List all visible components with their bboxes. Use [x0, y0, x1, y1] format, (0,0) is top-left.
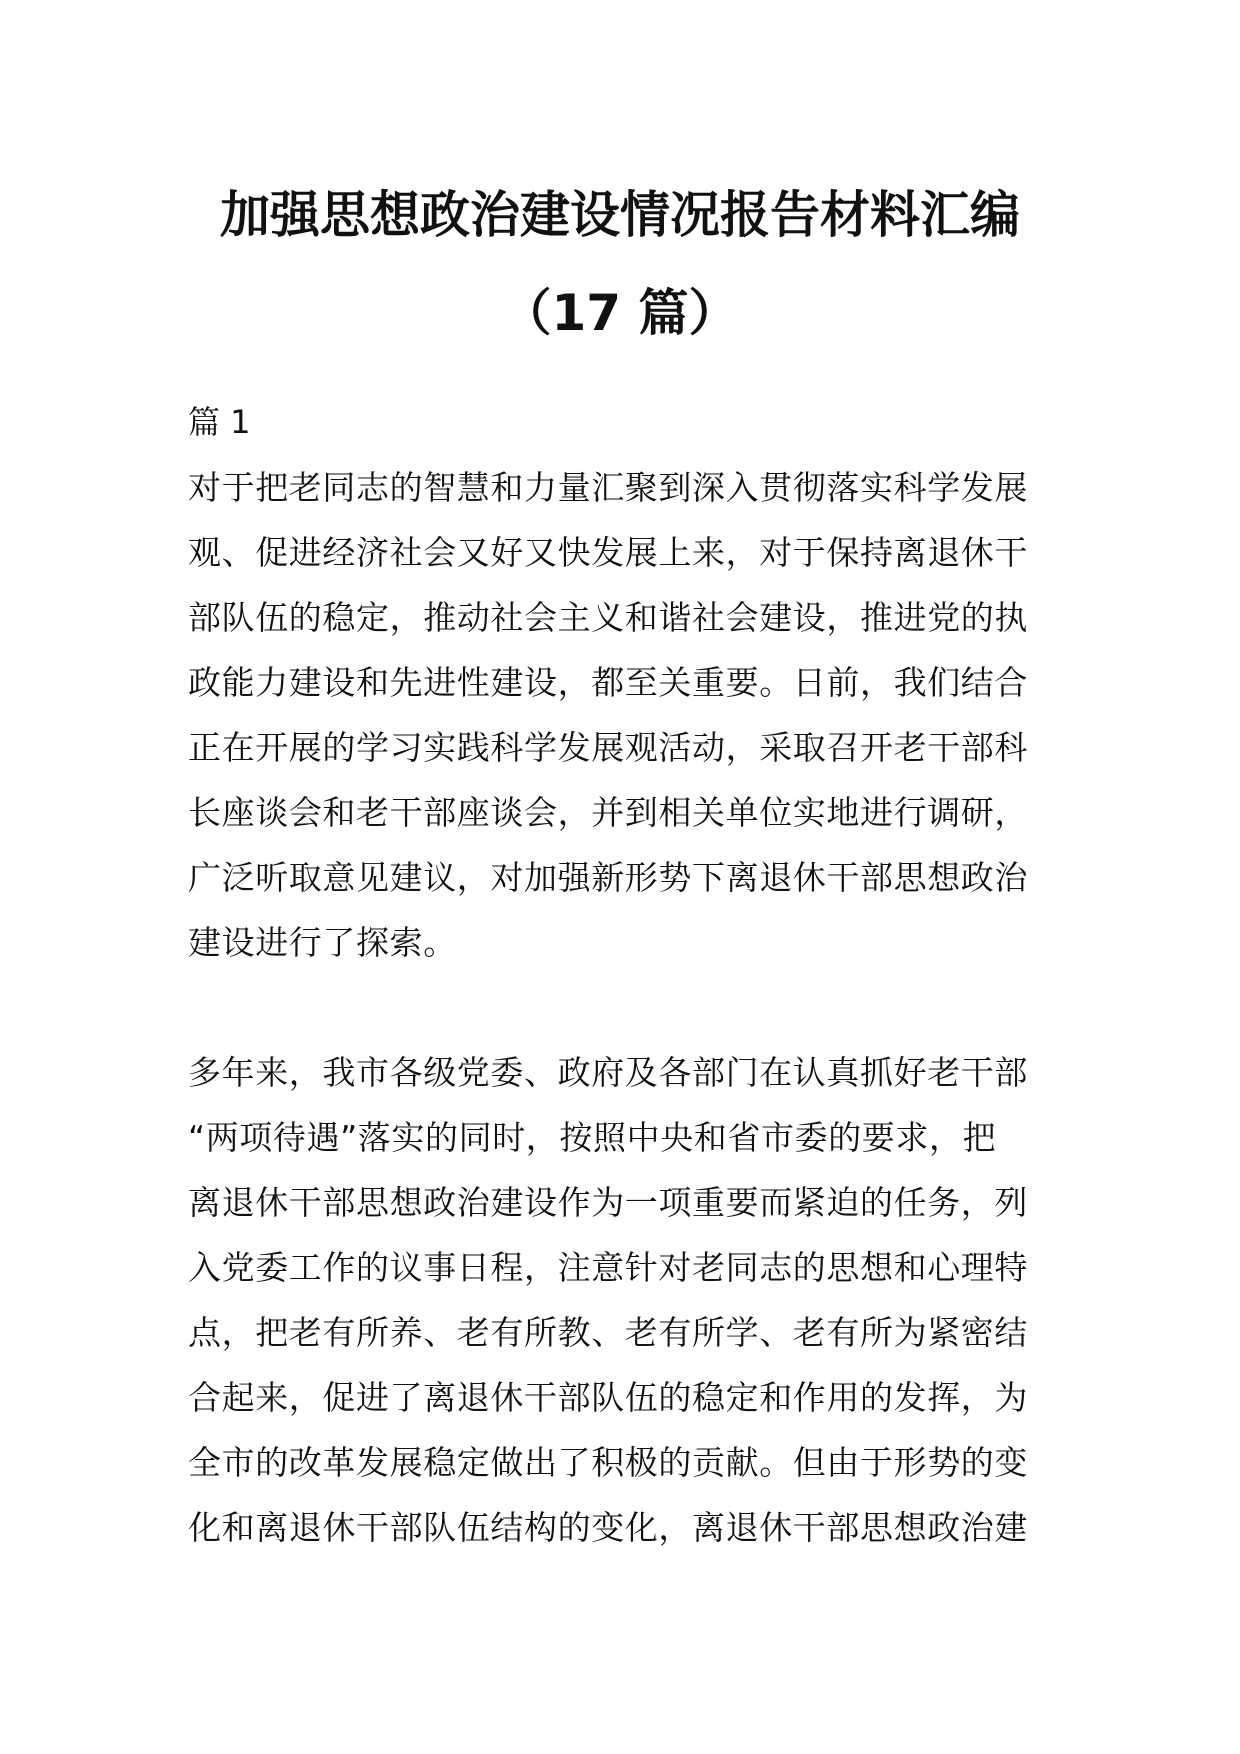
- paragraph-line: 多年来，我市各级党委、政府及各部门在认真抓好老干部: [188, 1053, 1028, 1092]
- paragraph-line: 政能力建设和先进性建设，都至关重要。日前，我们结合: [188, 663, 1028, 702]
- paragraph-2: [188, 1040, 1058, 1560]
- paragraph-line: “两项待遇”落实的同时，按照中央和省市委的要求，把: [188, 1118, 997, 1157]
- paragraph-line: 观、促进经济社会又好又快发展上来，对于保持离退休干: [188, 533, 1028, 572]
- document-title-count: （17 篇）: [501, 284, 739, 342]
- paragraph-line: 离退休干部思想政治建设作为一项重要而紧迫的任务，列: [188, 1183, 1028, 1222]
- paragraph-line: 全市的改革发展稳定做出了积极的贡献。但由于形势的变: [188, 1443, 1028, 1482]
- paragraph-line: 建设进行了探索。: [188, 923, 457, 962]
- paragraph-line: 正在开展的学习实践科学发展观活动，采取召开老干部科: [188, 728, 1028, 767]
- paragraph-line: 对于把老同志的智慧和力量汇聚到深入贯彻落实科学发展: [188, 468, 1028, 507]
- paragraph-line: 部队伍的稳定，推动社会主义和谐社会建设，推进党的执: [188, 598, 1028, 637]
- section-label: 篇 1: [188, 403, 251, 441]
- paragraph-line: 广泛听取意见建议，对加强新形势下离退休干部思想政治: [188, 858, 1028, 897]
- document-title: 加强思想政治建设情况报告材料汇编: [220, 186, 1020, 244]
- paragraph-line: 入党委工作的议事日程，注意针对老同志的思想和心理特: [188, 1248, 1028, 1287]
- paragraph-line: 点，把老有所养、老有所教、老有所学、老有所为紧密结: [188, 1313, 1028, 1352]
- paragraph-line: 化和离退休干部队伍结构的变化，离退休干部思想政治建: [188, 1508, 1028, 1547]
- paragraph-line: 合起来，促进了离退休干部队伍的稳定和作用的发挥，为: [188, 1378, 1028, 1417]
- paragraph-line: 长座谈会和老干部座谈会，并到相关单位实地进行调研，: [188, 793, 1028, 832]
- paragraph-1: [188, 455, 1058, 975]
